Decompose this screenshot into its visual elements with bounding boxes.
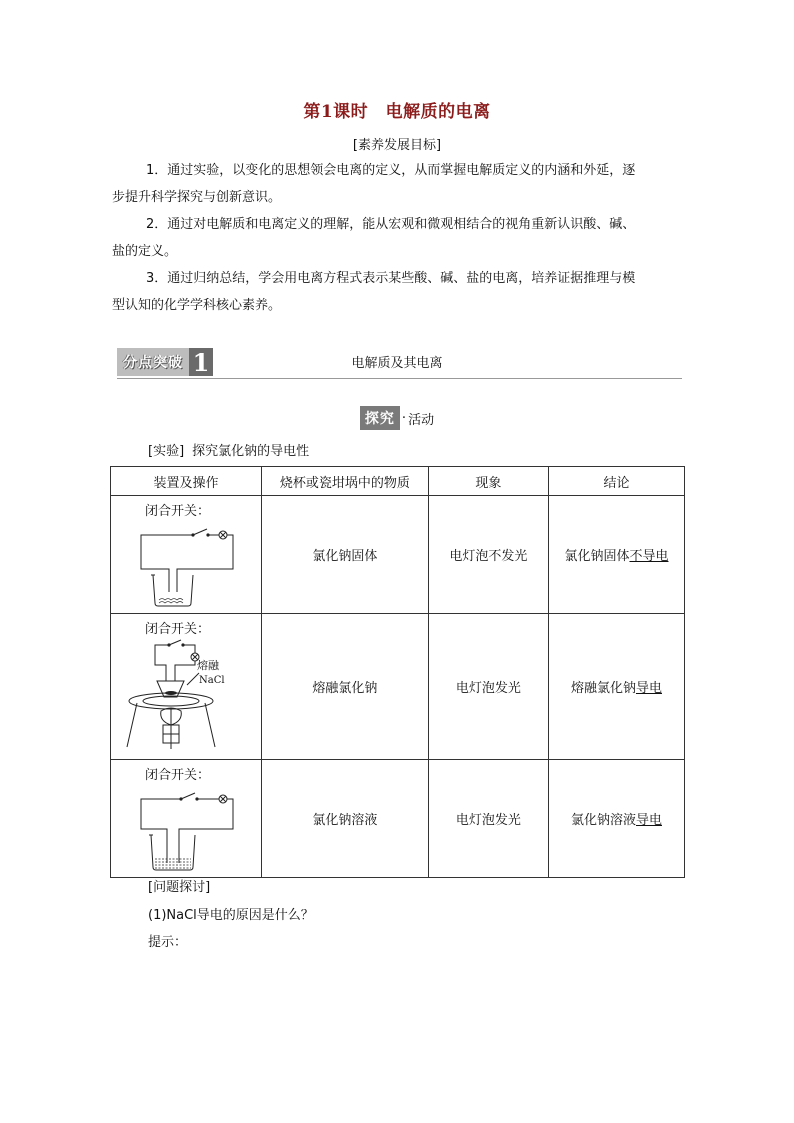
experiment-table — [110, 466, 685, 878]
header-phenomenon: 现象 — [428, 467, 548, 496]
phenomenon-cell: 电灯泡不发光 — [428, 496, 548, 614]
hint-label: 提示： — [148, 935, 188, 950]
conclusion-answer: 导电 — [635, 681, 662, 696]
activity-heading — [0, 406, 794, 430]
conclusion-cell — [548, 760, 684, 878]
discussion-heading: [问题探讨] — [148, 880, 211, 895]
section-badge-text: 分点突破 — [117, 348, 189, 376]
goal-2: 2．通过对电解质和电离定义的理解，能从宏观和微观相结合的视角重新认识酸、碱、 — [146, 217, 636, 232]
table-header-row — [111, 467, 685, 496]
activity-label: 活动 — [408, 412, 435, 428]
question-1: (1)NaCl导电的原因是什么？ — [148, 908, 314, 923]
goals-heading: [素养发展目标] — [352, 138, 442, 153]
experiment-tag: [实验] — [148, 444, 185, 459]
table-row — [111, 496, 685, 614]
apparatus-cell — [111, 760, 262, 878]
substance-cell: 熔融氯化钠 — [262, 614, 429, 760]
figure-label-nacl: NaCl — [199, 675, 225, 686]
apparatus-cell — [111, 614, 262, 760]
header-substance: 烧杯或瓷坩埚中的物质 — [262, 467, 429, 496]
conclusion-answer: 导电 — [635, 813, 662, 828]
header-conclusion: 结论 — [548, 467, 684, 496]
apparatus-cell — [111, 496, 262, 614]
apparatus-label: 闭合开关： — [145, 504, 211, 519]
activity-box: 探究 — [360, 406, 400, 430]
conclusion-text: 熔融氯化钠 — [570, 681, 636, 696]
activity-dot: · — [401, 410, 407, 426]
section-divider — [117, 378, 682, 379]
experiment-name: 探究氯化钠的导电性 — [192, 444, 310, 459]
page-title: 第1课时 电解质的电离 — [303, 102, 491, 122]
apparatus-label: 闭合开关： — [145, 768, 211, 783]
nacl-solution-circuit-figure — [111, 783, 261, 873]
phenomenon-cell: 电灯泡发光 — [428, 614, 548, 760]
goal-1: 1．通过实验，以变化的思想领会电离的定义，从而掌握电解质定义的内涵和外延，逐 — [146, 163, 636, 178]
experiment-line — [148, 440, 317, 459]
section-badge-number: 1 — [189, 348, 213, 376]
conclusion-cell — [548, 496, 684, 614]
header-apparatus: 装置及操作 — [111, 467, 262, 496]
substance-cell: 氯化钠溶液 — [262, 760, 429, 878]
goal-1-cont: 步提升科学探究与创新意识。 — [112, 190, 282, 205]
substance-cell: 氯化钠固体 — [262, 496, 429, 614]
solid-nacl-circuit-figure — [111, 519, 261, 609]
table-row — [111, 760, 685, 878]
conclusion-text: 氯化钠固体 — [564, 549, 630, 564]
section-title: 电解质及其电离 — [351, 356, 443, 371]
apparatus-label: 闭合开关： — [145, 622, 211, 637]
figure-label-molten: 熔融 — [197, 659, 219, 672]
conclusion-cell — [548, 614, 684, 760]
goal-2-cont: 盐的定义。 — [112, 244, 178, 259]
goal-3: 3．通过归纳总结，学会用电离方程式表示某些酸、碱、盐的电离，培养证据推理与模 — [146, 271, 636, 286]
conclusion-text: 氯化钠溶液 — [570, 813, 636, 828]
conclusion-answer: 不导电 — [629, 549, 669, 564]
goal-3-cont: 型认知的化学学科核心素养。 — [112, 298, 282, 313]
phenomenon-cell: 电灯泡发光 — [428, 760, 548, 878]
molten-nacl-apparatus-figure — [111, 637, 261, 755]
table-row — [111, 614, 685, 760]
